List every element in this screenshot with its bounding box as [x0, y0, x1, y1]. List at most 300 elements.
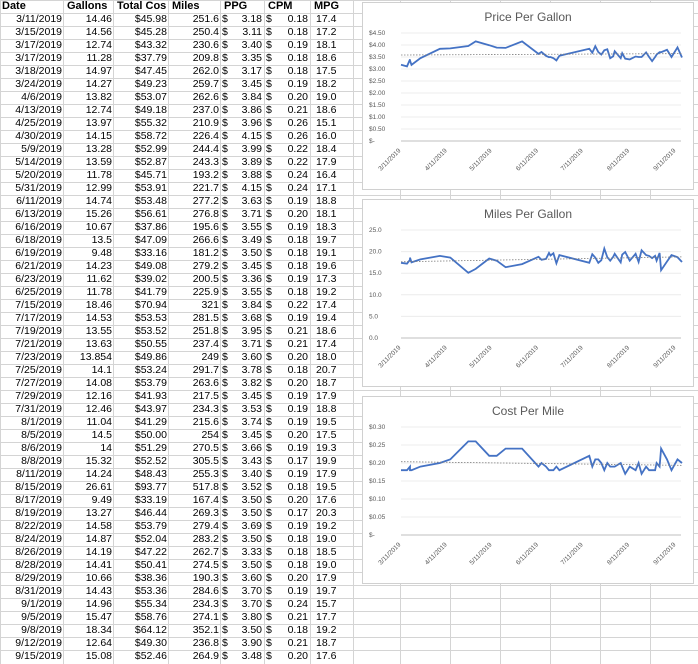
cell-gallons[interactable]: 10.66 — [85, 572, 112, 584]
cell-total-cost[interactable]: $51.29 — [134, 442, 167, 454]
cell-cpm[interactable]: 0.20 — [287, 91, 308, 103]
cell-total-cost[interactable]: $49.08 — [134, 260, 167, 272]
cell-ppg[interactable]: 3.70 — [241, 598, 262, 610]
cell-gallons[interactable]: 11.04 — [86, 416, 112, 428]
cell-ppg[interactable]: 3.96 — [241, 117, 262, 129]
cell-mpg[interactable]: 19.0 — [316, 559, 337, 571]
cell-miles[interactable]: 321 — [201, 299, 219, 311]
header-gallons[interactable]: Gallons — [67, 0, 108, 12]
cell-total-cost[interactable]: $47.45 — [134, 65, 167, 77]
cell-miles[interactable]: 193.2 — [192, 169, 219, 181]
cell-mpg[interactable]: 19.0 — [316, 533, 337, 545]
cell-ppg[interactable]: 3.50 — [241, 494, 262, 506]
cell-mpg[interactable]: 19.4 — [316, 312, 337, 324]
cell-gallons[interactable]: 14.27 — [85, 78, 112, 90]
cell-total-cost[interactable]: $53.53 — [134, 312, 167, 324]
cell-total-cost[interactable]: $41.79 — [134, 286, 167, 298]
cell-ppg[interactable]: 3.36 — [241, 273, 262, 285]
cell-date[interactable]: 8/1/2019 — [21, 416, 62, 428]
header-ppg[interactable]: PPG — [224, 0, 248, 12]
cell-gallons[interactable]: 14.15 — [85, 130, 112, 142]
cell-date[interactable]: 7/25/2019 — [15, 364, 62, 376]
cell-mpg[interactable]: 17.9 — [316, 156, 337, 168]
cell-miles[interactable]: 230.6 — [192, 39, 219, 51]
cell-total-cost[interactable]: $45.98 — [134, 13, 167, 25]
cell-ppg[interactable]: 3.45 — [241, 429, 262, 441]
cell-ppg[interactable]: 3.50 — [241, 624, 262, 636]
cell-ppg[interactable]: 3.50 — [241, 533, 262, 545]
cell-date[interactable]: 3/18/2019 — [15, 65, 62, 77]
cell-ppg[interactable]: 3.45 — [241, 390, 262, 402]
cell-cpm[interactable]: 0.19 — [287, 312, 308, 324]
cell-miles[interactable]: 283.2 — [192, 533, 219, 545]
cell-total-cost[interactable]: $93.77 — [134, 481, 167, 493]
cell-gallons[interactable]: 9.48 — [91, 247, 112, 259]
cell-mpg[interactable]: 19.9 — [316, 455, 337, 467]
cell-ppg[interactable]: 3.50 — [241, 507, 262, 519]
cell-cpm[interactable]: 0.19 — [287, 273, 308, 285]
cell-total-cost[interactable]: $37.79 — [134, 52, 167, 64]
cell-total-cost[interactable]: $56.61 — [134, 208, 167, 220]
cell-mpg[interactable]: 17.9 — [316, 468, 337, 480]
cell-cpm[interactable]: 0.17 — [287, 507, 308, 519]
cell-gallons[interactable]: 9.49 — [91, 494, 112, 506]
cell-miles[interactable]: 274.1 — [192, 611, 219, 623]
cell-date[interactable]: 3/24/2019 — [15, 78, 62, 90]
cell-total-cost[interactable]: $49.30 — [134, 637, 167, 649]
cell-gallons[interactable]: 26.61 — [85, 481, 112, 493]
cell-ppg[interactable]: 3.55 — [241, 286, 262, 298]
cell-miles[interactable]: 200.5 — [192, 273, 219, 285]
cell-miles[interactable]: 291.7 — [192, 364, 219, 376]
cell-cpm[interactable]: 0.19 — [287, 442, 308, 454]
cell-date[interactable]: 7/29/2019 — [15, 390, 62, 402]
cell-cpm[interactable]: 0.18 — [287, 52, 308, 64]
cell-ppg[interactable]: 3.52 — [241, 481, 262, 493]
cell-cpm[interactable]: 0.19 — [287, 416, 308, 428]
cell-gallons[interactable]: 13.97 — [85, 117, 112, 129]
cell-miles[interactable]: 255.3 — [192, 468, 219, 480]
cell-total-cost[interactable]: $41.29 — [134, 416, 167, 428]
cell-ppg[interactable]: 3.69 — [241, 520, 262, 532]
cell-date[interactable]: 4/25/2019 — [15, 117, 62, 129]
cell-gallons[interactable]: 14.58 — [85, 520, 112, 532]
cell-miles[interactable]: 276.8 — [192, 208, 219, 220]
cell-total-cost[interactable]: $47.22 — [134, 546, 167, 558]
cell-cpm[interactable]: 0.24 — [287, 169, 308, 181]
header-date[interactable]: Date — [2, 0, 26, 12]
cell-date[interactable]: 3/17/2019 — [15, 52, 62, 64]
cell-date[interactable]: 5/9/2019 — [21, 143, 62, 155]
cell-cpm[interactable]: 0.18 — [287, 533, 308, 545]
cell-cpm[interactable]: 0.18 — [287, 286, 308, 298]
cell-miles[interactable]: 266.6 — [192, 234, 219, 246]
cell-date[interactable]: 5/20/2019 — [15, 169, 62, 181]
cell-ppg[interactable]: 3.49 — [241, 234, 262, 246]
cell-date[interactable]: 8/8/2019 — [21, 455, 62, 467]
cell-total-cost[interactable]: $50.55 — [134, 338, 167, 350]
cell-total-cost[interactable]: $50.41 — [134, 559, 167, 571]
cell-gallons[interactable]: 14.46 — [85, 13, 112, 25]
cell-miles[interactable]: 195.6 — [192, 221, 219, 233]
cell-miles[interactable]: 305.5 — [192, 455, 219, 467]
cell-total-cost[interactable]: $43.97 — [134, 403, 167, 415]
cell-date[interactable]: 3/11/2019 — [16, 13, 62, 25]
cell-mpg[interactable]: 19.7 — [316, 585, 337, 597]
cell-total-cost[interactable]: $52.52 — [134, 455, 167, 467]
cell-cpm[interactable]: 0.18 — [287, 26, 308, 38]
cell-mpg[interactable]: 15.1 — [316, 117, 337, 129]
cell-miles[interactable]: 262.7 — [192, 546, 219, 558]
cell-mpg[interactable]: 17.6 — [316, 494, 337, 506]
cell-miles[interactable]: 262.6 — [192, 91, 219, 103]
cell-date[interactable]: 8/19/2019 — [15, 507, 62, 519]
cell-cpm[interactable]: 0.20 — [287, 351, 308, 363]
cell-mpg[interactable]: 18.8 — [316, 403, 337, 415]
cell-ppg[interactable]: 3.71 — [241, 208, 262, 220]
cell-cpm[interactable]: 0.21 — [287, 338, 308, 350]
cell-date[interactable]: 6/16/2019 — [15, 221, 62, 233]
cell-miles[interactable]: 259.7 — [192, 78, 219, 90]
cell-total-cost[interactable]: $48.43 — [134, 468, 167, 480]
cell-gallons[interactable]: 14.24 — [85, 468, 112, 480]
cell-mpg[interactable]: 17.7 — [316, 611, 337, 623]
cell-date[interactable]: 7/17/2019 — [15, 312, 62, 324]
cell-date[interactable]: 6/23/2019 — [15, 273, 62, 285]
cell-gallons[interactable]: 13.5 — [91, 234, 112, 246]
cell-ppg[interactable]: 3.95 — [241, 325, 262, 337]
cell-ppg[interactable]: 3.60 — [241, 572, 262, 584]
cell-cpm[interactable]: 0.19 — [287, 520, 308, 532]
cell-date[interactable]: 9/12/2019 — [15, 637, 62, 649]
cell-miles[interactable]: 262.0 — [192, 65, 219, 77]
cell-miles[interactable]: 279.2 — [192, 260, 219, 272]
cell-cpm[interactable]: 0.18 — [287, 559, 308, 571]
cell-ppg[interactable]: 3.66 — [241, 442, 262, 454]
cell-gallons[interactable]: 11.78 — [86, 169, 112, 181]
cell-cpm[interactable]: 0.19 — [287, 468, 308, 480]
cell-miles[interactable]: 250.4 — [192, 26, 219, 38]
cell-cpm[interactable]: 0.20 — [287, 377, 308, 389]
cell-gallons[interactable]: 14.08 — [85, 377, 112, 389]
cell-total-cost[interactable]: $52.04 — [134, 533, 167, 545]
cell-gallons[interactable]: 14.19 — [85, 546, 112, 558]
cell-cpm[interactable]: 0.21 — [287, 611, 308, 623]
cell-gallons[interactable]: 11.78 — [86, 286, 112, 298]
cell-gallons[interactable]: 11.62 — [86, 273, 112, 285]
cell-miles[interactable]: 215.6 — [192, 416, 219, 428]
cell-mpg[interactable]: 19.5 — [316, 416, 337, 428]
cell-total-cost[interactable]: $58.72 — [134, 130, 167, 142]
cell-date[interactable]: 6/19/2019 — [15, 247, 62, 259]
cell-miles[interactable]: 281.5 — [192, 312, 219, 324]
cell-miles[interactable]: 251.8 — [192, 325, 219, 337]
cell-ppg[interactable]: 3.84 — [241, 299, 262, 311]
cell-mpg[interactable]: 19.2 — [316, 520, 337, 532]
cell-miles[interactable]: 210.9 — [192, 117, 219, 129]
cell-gallons[interactable]: 13.854 — [79, 351, 112, 363]
cell-total-cost[interactable]: $53.79 — [134, 520, 167, 532]
cell-mpg[interactable]: 17.6 — [316, 650, 337, 662]
cell-cpm[interactable]: 0.26 — [287, 117, 308, 129]
cell-ppg[interactable]: 3.63 — [241, 195, 262, 207]
cell-cpm[interactable]: 0.21 — [287, 637, 308, 649]
cell-mpg[interactable]: 16.4 — [316, 169, 337, 181]
cell-cpm[interactable]: 0.19 — [287, 195, 308, 207]
cell-mpg[interactable]: 17.1 — [316, 182, 337, 194]
cell-mpg[interactable]: 18.7 — [316, 377, 337, 389]
header-miles[interactable]: Miles — [172, 0, 200, 12]
cell-miles[interactable]: 243.3 — [192, 156, 219, 168]
cell-cpm[interactable]: 0.19 — [287, 390, 308, 402]
cell-gallons[interactable]: 14.41 — [85, 559, 112, 571]
cell-miles[interactable]: 217.5 — [192, 390, 219, 402]
cell-date[interactable]: 4/30/2019 — [15, 130, 62, 142]
cell-cpm[interactable]: 0.22 — [287, 143, 308, 155]
cell-miles[interactable]: 234.3 — [192, 403, 219, 415]
cell-mpg[interactable]: 18.8 — [316, 195, 337, 207]
cell-ppg[interactable]: 3.70 — [241, 585, 262, 597]
cell-miles[interactable]: 209.8 — [192, 52, 219, 64]
cell-gallons[interactable]: 14 — [100, 442, 112, 454]
cell-gallons[interactable]: 13.59 — [85, 156, 112, 168]
cell-date[interactable]: 7/31/2019 — [15, 403, 62, 415]
cell-cpm[interactable]: 0.18 — [287, 13, 308, 25]
cell-cpm[interactable]: 0.18 — [287, 624, 308, 636]
cell-miles[interactable]: 225.9 — [192, 286, 219, 298]
cell-mpg[interactable]: 15.7 — [316, 598, 337, 610]
cell-ppg[interactable]: 3.40 — [241, 468, 262, 480]
cell-date[interactable]: 7/19/2019 — [15, 325, 62, 337]
cell-cpm[interactable]: 0.19 — [287, 403, 308, 415]
cell-miles[interactable]: 284.6 — [192, 585, 219, 597]
cell-ppg[interactable]: 3.78 — [241, 364, 262, 376]
cell-cpm[interactable]: 0.20 — [287, 650, 308, 662]
cell-cpm[interactable]: 0.26 — [287, 130, 308, 142]
cell-miles[interactable]: 234.3 — [192, 598, 219, 610]
cell-date[interactable]: 9/1/2019 — [21, 598, 62, 610]
cell-total-cost[interactable]: $43.32 — [134, 39, 167, 51]
cell-total-cost[interactable]: $58.76 — [134, 611, 167, 623]
cell-total-cost[interactable]: $55.34 — [134, 598, 167, 610]
cell-miles[interactable]: 264.9 — [192, 650, 219, 662]
cell-ppg[interactable]: 3.45 — [241, 78, 262, 90]
cell-ppg[interactable]: 3.68 — [241, 312, 262, 324]
cell-date[interactable]: 6/25/2019 — [15, 286, 62, 298]
cell-miles[interactable]: 277.2 — [192, 195, 219, 207]
cell-mpg[interactable]: 17.5 — [316, 65, 337, 77]
cell-mpg[interactable]: 19.2 — [316, 286, 337, 298]
cell-ppg[interactable]: 3.55 — [241, 221, 262, 233]
cell-mpg[interactable]: 18.1 — [316, 39, 337, 51]
cell-cpm[interactable]: 0.18 — [287, 481, 308, 493]
cell-miles[interactable]: 237.4 — [192, 338, 219, 350]
cell-total-cost[interactable]: $49.18 — [134, 104, 167, 116]
cell-mpg[interactable]: 19.0 — [316, 91, 337, 103]
cell-ppg[interactable]: 3.82 — [241, 377, 262, 389]
cell-mpg[interactable]: 18.0 — [316, 351, 337, 363]
cell-total-cost[interactable]: $37.86 — [134, 221, 167, 233]
cell-date[interactable]: 6/11/2019 — [16, 195, 62, 207]
cell-total-cost[interactable]: $52.46 — [134, 650, 167, 662]
cell-gallons[interactable]: 13.55 — [85, 325, 112, 337]
cell-miles[interactable]: 279.4 — [192, 520, 219, 532]
cell-mpg[interactable]: 19.6 — [316, 260, 337, 272]
cell-miles[interactable]: 269.3 — [192, 507, 219, 519]
cell-cpm[interactable]: 0.24 — [287, 182, 308, 194]
cell-date[interactable]: 4/13/2019 — [15, 104, 62, 116]
cell-ppg[interactable]: 3.71 — [241, 338, 262, 350]
cell-total-cost[interactable]: $53.91 — [134, 182, 167, 194]
header-cpm[interactable]: CPM — [268, 0, 293, 12]
cell-total-cost[interactable]: $53.36 — [134, 585, 167, 597]
cell-ppg[interactable]: 3.43 — [241, 455, 262, 467]
cell-date[interactable]: 8/26/2019 — [15, 546, 62, 558]
cell-ppg[interactable]: 3.45 — [241, 260, 262, 272]
cell-gallons[interactable]: 14.53 — [85, 312, 112, 324]
cell-ppg[interactable]: 4.15 — [241, 182, 262, 194]
cell-cpm[interactable]: 0.18 — [287, 260, 308, 272]
cell-total-cost[interactable]: $39.02 — [134, 273, 167, 285]
cell-miles[interactable]: 274.5 — [192, 559, 219, 571]
cell-date[interactable]: 9/8/2019 — [21, 624, 62, 636]
cell-total-cost[interactable]: $49.86 — [134, 351, 167, 363]
cell-cpm[interactable]: 0.24 — [287, 598, 308, 610]
cell-ppg[interactable]: 3.50 — [241, 247, 262, 259]
cell-miles[interactable]: 226.4 — [192, 130, 219, 142]
cell-total-cost[interactable]: $53.07 — [134, 91, 167, 103]
chart-miles-per-gallon[interactable] — [362, 199, 694, 387]
cell-mpg[interactable]: 19.5 — [316, 481, 337, 493]
cell-total-cost[interactable]: $38.36 — [134, 572, 167, 584]
cell-cpm[interactable]: 0.18 — [287, 364, 308, 376]
cell-gallons[interactable]: 11.28 — [86, 52, 112, 64]
cell-cpm[interactable]: 0.18 — [287, 247, 308, 259]
cell-mpg[interactable]: 19.2 — [316, 624, 337, 636]
cell-miles[interactable]: 181.2 — [192, 247, 219, 259]
cell-gallons[interactable]: 14.1 — [91, 364, 112, 376]
cell-cpm[interactable]: 0.18 — [287, 546, 308, 558]
cell-total-cost[interactable]: $46.44 — [134, 507, 167, 519]
cell-miles[interactable]: 237.0 — [192, 104, 219, 116]
cell-mpg[interactable]: 17.9 — [316, 572, 337, 584]
cell-ppg[interactable]: 3.18 — [241, 13, 262, 25]
cell-date[interactable]: 8/29/2019 — [15, 572, 62, 584]
cell-total-cost[interactable]: $52.99 — [134, 143, 167, 155]
cell-ppg[interactable]: 3.89 — [241, 156, 262, 168]
cell-miles[interactable]: 236.8 — [192, 637, 219, 649]
cell-date[interactable]: 6/18/2019 — [15, 234, 62, 246]
cell-ppg[interactable]: 3.86 — [241, 104, 262, 116]
cell-date[interactable]: 8/28/2019 — [15, 559, 62, 571]
cell-mpg[interactable]: 17.9 — [316, 390, 337, 402]
cell-cpm[interactable]: 0.19 — [287, 78, 308, 90]
cell-gallons[interactable]: 15.47 — [85, 611, 112, 623]
cell-gallons[interactable]: 12.46 — [85, 403, 112, 415]
cell-ppg[interactable]: 3.60 — [241, 351, 262, 363]
cell-date[interactable]: 3/17/2019 — [15, 39, 62, 51]
cell-gallons[interactable]: 14.74 — [85, 195, 112, 207]
cell-cpm[interactable]: 0.17 — [287, 455, 308, 467]
cell-total-cost[interactable]: $52.87 — [134, 156, 167, 168]
cell-cpm[interactable]: 0.22 — [287, 299, 308, 311]
cell-ppg[interactable]: 3.48 — [241, 650, 262, 662]
cell-gallons[interactable]: 18.34 — [85, 624, 112, 636]
cell-mpg[interactable]: 20.3 — [316, 507, 337, 519]
cell-date[interactable]: 5/14/2019 — [15, 156, 62, 168]
cell-mpg[interactable]: 17.3 — [316, 273, 337, 285]
cell-total-cost[interactable]: $70.94 — [134, 299, 167, 311]
cell-mpg[interactable]: 18.6 — [316, 325, 337, 337]
cell-gallons[interactable]: 14.96 — [85, 598, 112, 610]
cell-ppg[interactable]: 3.17 — [241, 65, 262, 77]
cell-total-cost[interactable]: $33.16 — [134, 247, 167, 259]
cell-ppg[interactable]: 3.53 — [241, 403, 262, 415]
cell-mpg[interactable]: 19.7 — [316, 234, 337, 246]
cell-gallons[interactable]: 15.08 — [85, 650, 112, 662]
cell-mpg[interactable]: 17.5 — [316, 429, 337, 441]
cell-mpg[interactable]: 17.4 — [316, 299, 337, 311]
cell-total-cost[interactable]: $49.23 — [134, 78, 167, 90]
cell-cpm[interactable]: 0.21 — [287, 325, 308, 337]
cell-date[interactable]: 8/24/2019 — [15, 533, 62, 545]
cell-total-cost[interactable]: $45.28 — [134, 26, 167, 38]
cell-date[interactable]: 9/5/2019 — [21, 611, 62, 623]
header-total-cost[interactable]: Total Cos — [117, 0, 167, 12]
cell-total-cost[interactable]: $53.24 — [134, 364, 167, 376]
cell-cpm[interactable]: 0.20 — [287, 208, 308, 220]
cell-total-cost[interactable]: $64.12 — [134, 624, 167, 636]
cell-mpg[interactable]: 16.0 — [316, 130, 337, 142]
cell-cpm[interactable]: 0.20 — [287, 429, 308, 441]
cell-cpm[interactable]: 0.19 — [287, 39, 308, 51]
cell-cpm[interactable]: 0.20 — [287, 572, 308, 584]
cell-total-cost[interactable]: $33.19 — [134, 494, 167, 506]
cell-mpg[interactable]: 18.6 — [316, 104, 337, 116]
cell-date[interactable]: 9/15/2019 — [15, 650, 62, 662]
cell-date[interactable]: 4/6/2019 — [21, 91, 62, 103]
cell-gallons[interactable]: 14.23 — [85, 260, 112, 272]
cell-date[interactable]: 7/15/2019 — [15, 299, 62, 311]
cell-miles[interactable]: 249 — [201, 351, 219, 363]
cell-gallons[interactable]: 14.56 — [85, 26, 112, 38]
cell-ppg[interactable]: 3.84 — [241, 91, 262, 103]
cell-gallons[interactable]: 15.26 — [85, 208, 112, 220]
cell-cpm[interactable]: 0.19 — [287, 585, 308, 597]
cell-total-cost[interactable]: $41.93 — [134, 390, 167, 402]
cell-date[interactable]: 6/13/2019 — [15, 208, 62, 220]
cell-mpg[interactable]: 17.2 — [316, 26, 337, 38]
chart-cost-per-mile[interactable] — [362, 396, 694, 584]
cell-ppg[interactable]: 4.15 — [241, 130, 262, 142]
cell-mpg[interactable]: 18.4 — [316, 143, 337, 155]
cell-ppg[interactable]: 3.33 — [241, 546, 262, 558]
cell-total-cost[interactable]: $53.48 — [134, 195, 167, 207]
cell-date[interactable]: 7/21/2019 — [15, 338, 62, 350]
cell-mpg[interactable]: 18.3 — [316, 221, 337, 233]
cell-cpm[interactable]: 0.18 — [287, 65, 308, 77]
cell-ppg[interactable]: 3.90 — [241, 637, 262, 649]
cell-gallons[interactable]: 13.28 — [85, 143, 112, 155]
cell-mpg[interactable]: 18.6 — [316, 52, 337, 64]
cell-gallons[interactable]: 13.82 — [85, 91, 112, 103]
cell-date[interactable]: 8/31/2019 — [15, 585, 62, 597]
cell-ppg[interactable]: 3.35 — [241, 52, 262, 64]
cell-mpg[interactable]: 17.4 — [316, 13, 337, 25]
cell-mpg[interactable]: 18.2 — [316, 78, 337, 90]
cell-total-cost[interactable]: $45.71 — [134, 169, 167, 181]
cell-gallons[interactable]: 14.97 — [85, 65, 112, 77]
